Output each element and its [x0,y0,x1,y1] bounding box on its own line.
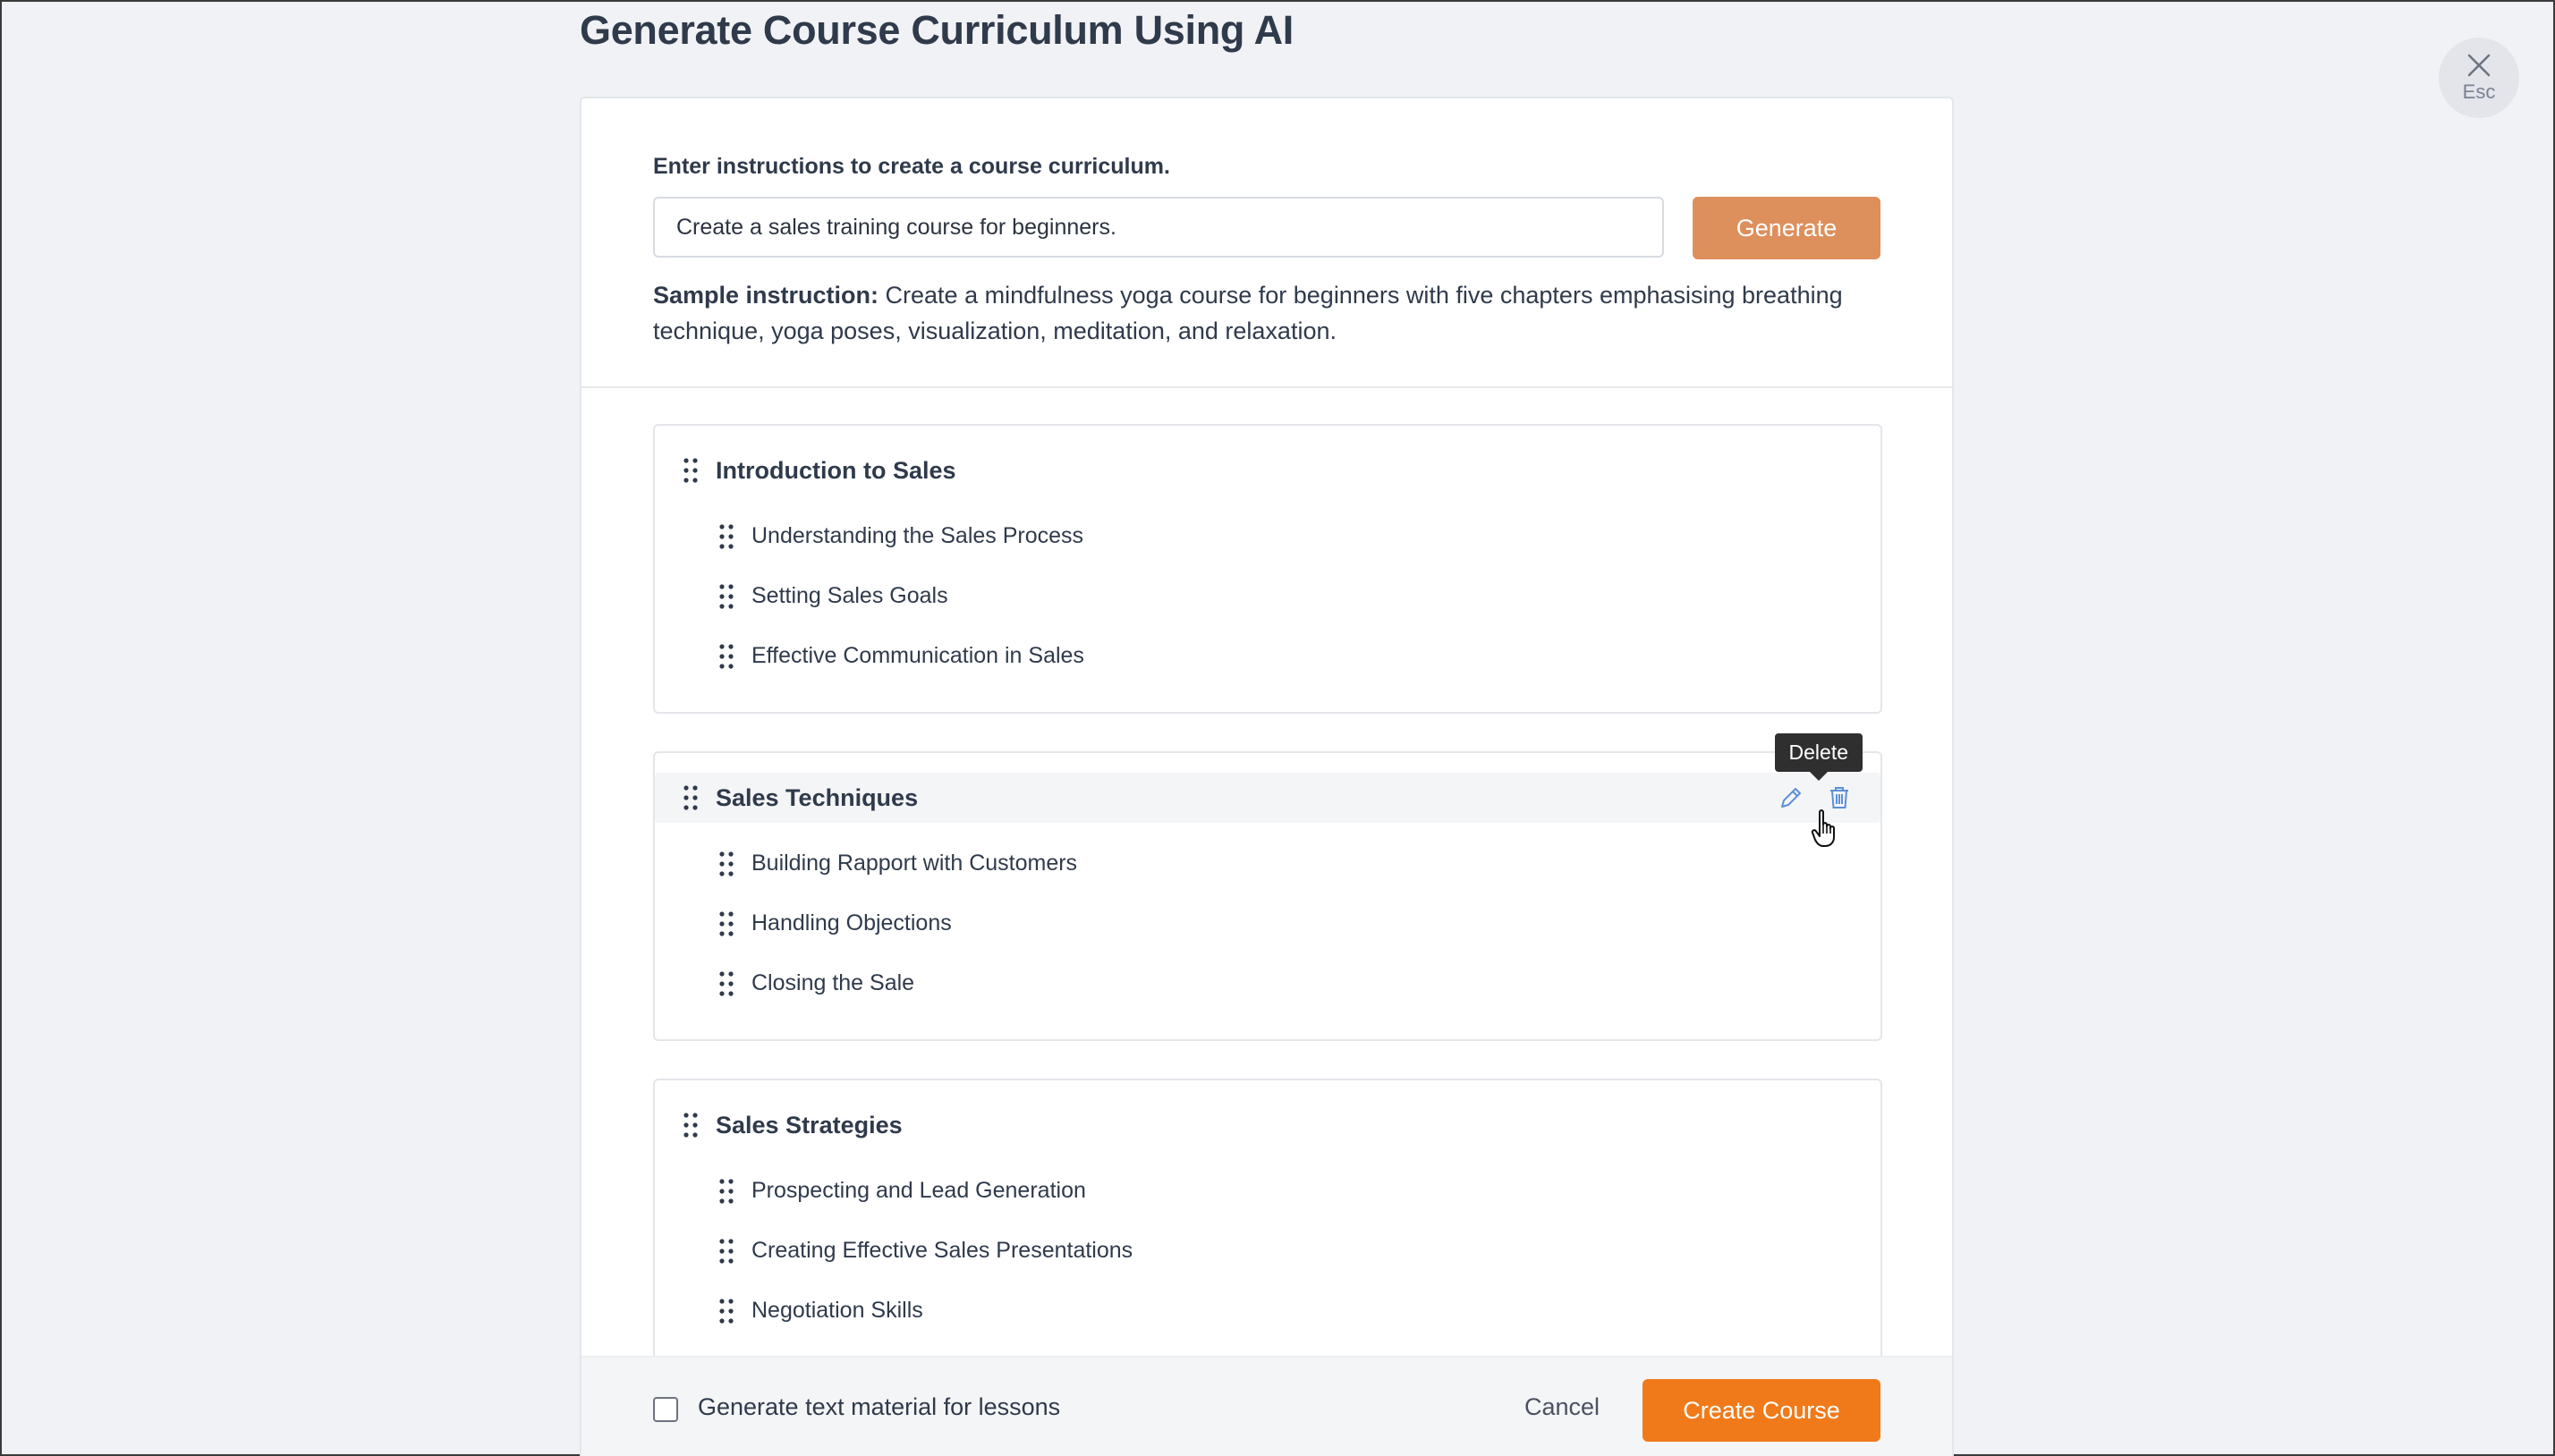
chapter-title: Introduction to Sales [716,456,956,484]
generate-material-label[interactable]: Generate text material for lessons [698,1393,1061,1420]
sample-text: Create a mindfulness yoga course for beginners with five chapters emphasising breathing technique, yoga poses, visualization, meditation, and relaxation. [653,282,1843,344]
prompt-section [581,98,1952,388]
drag-handle-icon[interactable] [682,456,700,485]
create-course-button[interactable]: Create Course [1642,1379,1880,1442]
lesson-title: Setting Sales Goals [751,583,948,608]
lesson-title: Understanding the Sales Process [751,523,1084,548]
lesson-item[interactable] [682,566,1854,626]
drag-handle-icon[interactable] [717,1237,735,1266]
drag-handle-icon[interactable] [717,582,735,611]
sample-instruction [653,277,1879,349]
drag-handle-icon[interactable] [717,642,735,671]
cancel-button[interactable]: Cancel [1524,1393,1600,1420]
drag-handle-icon[interactable] [682,1111,700,1139]
drag-handle-icon[interactable] [717,1177,735,1206]
drag-handle-icon[interactable] [717,850,735,878]
chapter-header[interactable] [655,773,1880,823]
chapter-title: Sales Strategies [716,1111,903,1139]
drag-handle-icon[interactable] [717,1297,735,1325]
generate-material-checkbox[interactable] [653,1397,678,1422]
curriculum-modal [580,97,1954,1456]
lesson-title: Effective Communication in Sales [751,643,1084,668]
lesson-title: Creating Effective Sales Presentations [751,1238,1133,1263]
chapter-list [653,424,1882,1406]
pointer-cursor-icon [1811,808,1843,850]
drag-handle-icon[interactable] [717,522,735,551]
lesson-item[interactable] [682,893,1854,953]
edit-icon[interactable] [1777,783,1805,812]
lesson-title: Handling Objections [751,910,952,935]
instructions-input[interactable] [653,197,1664,258]
drag-handle-icon[interactable] [717,969,735,998]
lesson-title: Negotiation Skills [751,1298,923,1323]
close-icon [2466,52,2492,79]
chapter-card [653,424,1882,714]
drag-handle-icon[interactable] [682,783,700,812]
lesson-title: Closing the Sale [751,970,915,995]
lesson-item[interactable] [682,1161,1854,1221]
sample-prefix: Sample instruction: [653,282,879,309]
chapter-card [653,741,1882,1041]
lesson-title: Prospecting and Lead Generation [751,1178,1086,1203]
lesson-title: Building Rapport with Customers [751,851,1078,876]
close-label: Esc [2462,80,2496,103]
modal-footer [581,1356,1952,1456]
chapter-header[interactable] [655,1100,1880,1150]
lesson-item[interactable] [682,1281,1854,1341]
lesson-item[interactable] [682,506,1854,566]
lesson-item[interactable] [682,953,1854,1013]
close-button[interactable] [2439,38,2519,118]
chapter-card [653,1079,1882,1368]
generate-button[interactable]: Generate [1693,197,1880,259]
lesson-item[interactable] [682,834,1854,893]
delete-tooltip: Delete [1775,733,1863,772]
prompt-label: Enter instructions to create a course curriculum. [653,154,1170,179]
lesson-item[interactable] [682,626,1854,686]
drag-handle-icon[interactable] [717,910,735,938]
chapter-title: Sales Techniques [716,783,919,811]
page-title: Generate Course Curriculum Using AI [580,7,1294,53]
chapter-header[interactable] [655,445,1880,495]
lesson-item[interactable] [682,1221,1854,1281]
